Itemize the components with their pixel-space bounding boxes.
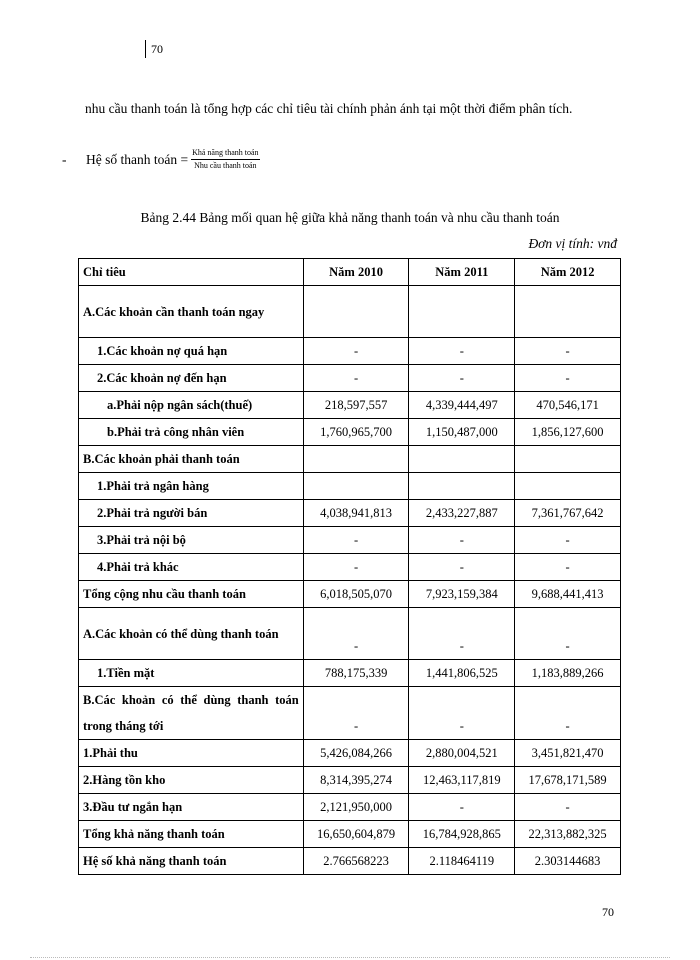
- table-row: [79, 500, 621, 527]
- formula-denominator: Nhu cầu thanh toán: [194, 161, 257, 170]
- table-row: [79, 581, 621, 608]
- formula-label: Hệ số thanh toán =: [86, 151, 189, 167]
- footer-page-number: 70: [602, 905, 614, 919]
- cell-2010: 16,650,604,879: [303, 821, 409, 848]
- table-row: [79, 554, 621, 581]
- table-row: [79, 794, 621, 821]
- cell-2010: 2.766568223: [303, 848, 409, 875]
- cell-2012: -: [515, 338, 621, 365]
- intro-paragraph: nhu cầu thanh toán là tổng hợp các chỉ tiêu tài chính phản ánh tại một thời điểm phân tích.: [85, 101, 573, 116]
- cell-2011: 2,433,227,887: [409, 500, 515, 527]
- cell-2011: -: [409, 794, 515, 821]
- cell-2011: -: [409, 608, 515, 660]
- cell-2011: -: [409, 338, 515, 365]
- cell-2011: 1,441,806,525: [409, 660, 515, 687]
- formula-line: [62, 148, 260, 171]
- cell-2010: 1,760,965,700: [303, 419, 409, 446]
- table-row: [79, 365, 621, 392]
- page-bottom-rule: [30, 957, 670, 958]
- row-label: 1.Phải thu: [79, 740, 304, 767]
- cell-2012: 2.303144683: [515, 848, 621, 875]
- data-table: [78, 258, 621, 875]
- table-row: [79, 687, 621, 740]
- cell-2010: -: [303, 687, 409, 740]
- cell-2011: 7,923,159,384: [409, 581, 515, 608]
- cell-2011: [409, 473, 515, 500]
- cell-2012: -: [515, 687, 621, 740]
- cell-2012: -: [515, 554, 621, 581]
- cell-2012: 9,688,441,413: [515, 581, 621, 608]
- cell-2010: 4,038,941,813: [303, 500, 409, 527]
- table-row: [79, 446, 621, 473]
- table-row: [79, 473, 621, 500]
- header-cell: Năm 2012: [515, 259, 621, 286]
- row-label: 1.Tiền mặt: [79, 660, 304, 687]
- cell-2010: 6,018,505,070: [303, 581, 409, 608]
- cell-2011: 1,150,487,000: [409, 419, 515, 446]
- cell-2011: [409, 446, 515, 473]
- cell-2010: 5,426,084,266: [303, 740, 409, 767]
- row-label: 3.Phải trả nội bộ: [79, 527, 304, 554]
- cell-2011: 2.118464119: [409, 848, 515, 875]
- cell-2011: -: [409, 554, 515, 581]
- cell-2012: [515, 446, 621, 473]
- cell-2010: -: [303, 365, 409, 392]
- row-label: 4.Phải trả khác: [79, 554, 304, 581]
- cell-2010: [303, 473, 409, 500]
- cell-2011: -: [409, 365, 515, 392]
- cell-2012: 7,361,767,642: [515, 500, 621, 527]
- cell-2012: -: [515, 794, 621, 821]
- cell-2011: 12,463,117,819: [409, 767, 515, 794]
- row-label: Tổng cộng nhu cầu thanh toán: [79, 581, 304, 608]
- cell-2012: 22,313,882,325: [515, 821, 621, 848]
- row-label: 3.Đầu tư ngắn hạn: [79, 794, 304, 821]
- header-cell: Năm 2011: [409, 259, 515, 286]
- formula-numerator: Khả năng thanh toán: [191, 148, 259, 160]
- cell-2012: -: [515, 608, 621, 660]
- cell-2010: [303, 286, 409, 338]
- cell-2012: 1,183,889,266: [515, 660, 621, 687]
- row-label: b.Phải trả công nhân viên: [79, 419, 304, 446]
- row-label: B.Các khoản có thể dùng thanh toán trong tháng tới: [79, 687, 304, 740]
- cell-2012: 470,546,171: [515, 392, 621, 419]
- cell-2012: 3,451,821,470: [515, 740, 621, 767]
- table-row: [79, 660, 621, 687]
- header-cell: Năm 2010: [303, 259, 409, 286]
- row-label: B.Các khoản phải thanh toán: [79, 446, 304, 473]
- cell-2011: -: [409, 687, 515, 740]
- table-row: [79, 286, 621, 338]
- row-label: a.Phải nộp ngân sách(thuế): [79, 392, 304, 419]
- row-label: 2.Hàng tồn kho: [79, 767, 304, 794]
- row-label: A.Các khoản có thể dùng thanh toán: [79, 608, 304, 660]
- table-caption: Bảng 2.44 Bảng mối quan hệ giữa khả năng thanh toán và nhu cầu thanh toán: [140, 210, 560, 225]
- table-header-row: [79, 259, 621, 286]
- table-row: [79, 527, 621, 554]
- table-row: [79, 767, 621, 794]
- cell-2010: 2,121,950,000: [303, 794, 409, 821]
- cell-2012: -: [515, 527, 621, 554]
- cell-2010: -: [303, 338, 409, 365]
- table-row: [79, 740, 621, 767]
- cell-2012: [515, 286, 621, 338]
- table-row: [79, 848, 621, 875]
- table-row: [79, 821, 621, 848]
- cell-2012: [515, 473, 621, 500]
- table-row: [79, 608, 621, 660]
- table-row: [79, 392, 621, 419]
- cell-2010: 788,175,339: [303, 660, 409, 687]
- unit-label: Đơn vị tính: vnđ: [528, 236, 617, 251]
- row-label: 1.Các khoản nợ quá hạn: [79, 338, 304, 365]
- table-row: [79, 338, 621, 365]
- cell-2010: -: [303, 608, 409, 660]
- formula-fraction: [191, 148, 259, 171]
- cell-2011: 4,339,444,497: [409, 392, 515, 419]
- cell-2010: [303, 446, 409, 473]
- row-label: 2.Phải trả người bán: [79, 500, 304, 527]
- row-label: 2.Các khoản nợ đến hạn: [79, 365, 304, 392]
- cell-2010: 218,597,557: [303, 392, 409, 419]
- cell-2010: 8,314,395,274: [303, 767, 409, 794]
- cell-2012: 1,856,127,600: [515, 419, 621, 446]
- cell-2011: 2,880,004,521: [409, 740, 515, 767]
- cell-2010: -: [303, 554, 409, 581]
- cell-2011: 16,784,928,865: [409, 821, 515, 848]
- bullet-dash: -: [62, 151, 67, 167]
- row-label: Tổng khả năng thanh toán: [79, 821, 304, 848]
- header-cell: Chỉ tiêu: [79, 259, 304, 286]
- cell-2012: -: [515, 365, 621, 392]
- cell-2011: -: [409, 527, 515, 554]
- cell-2012: 17,678,171,589: [515, 767, 621, 794]
- row-label: Hệ số khả năng thanh toán: [79, 848, 304, 875]
- cell-2011: [409, 286, 515, 338]
- cell-2010: -: [303, 527, 409, 554]
- header-page-number: 70: [145, 40, 163, 58]
- row-label: A.Các khoản cần thanh toán ngay: [79, 286, 304, 338]
- row-label: 1.Phải trả ngân hàng: [79, 473, 304, 500]
- table-row: [79, 419, 621, 446]
